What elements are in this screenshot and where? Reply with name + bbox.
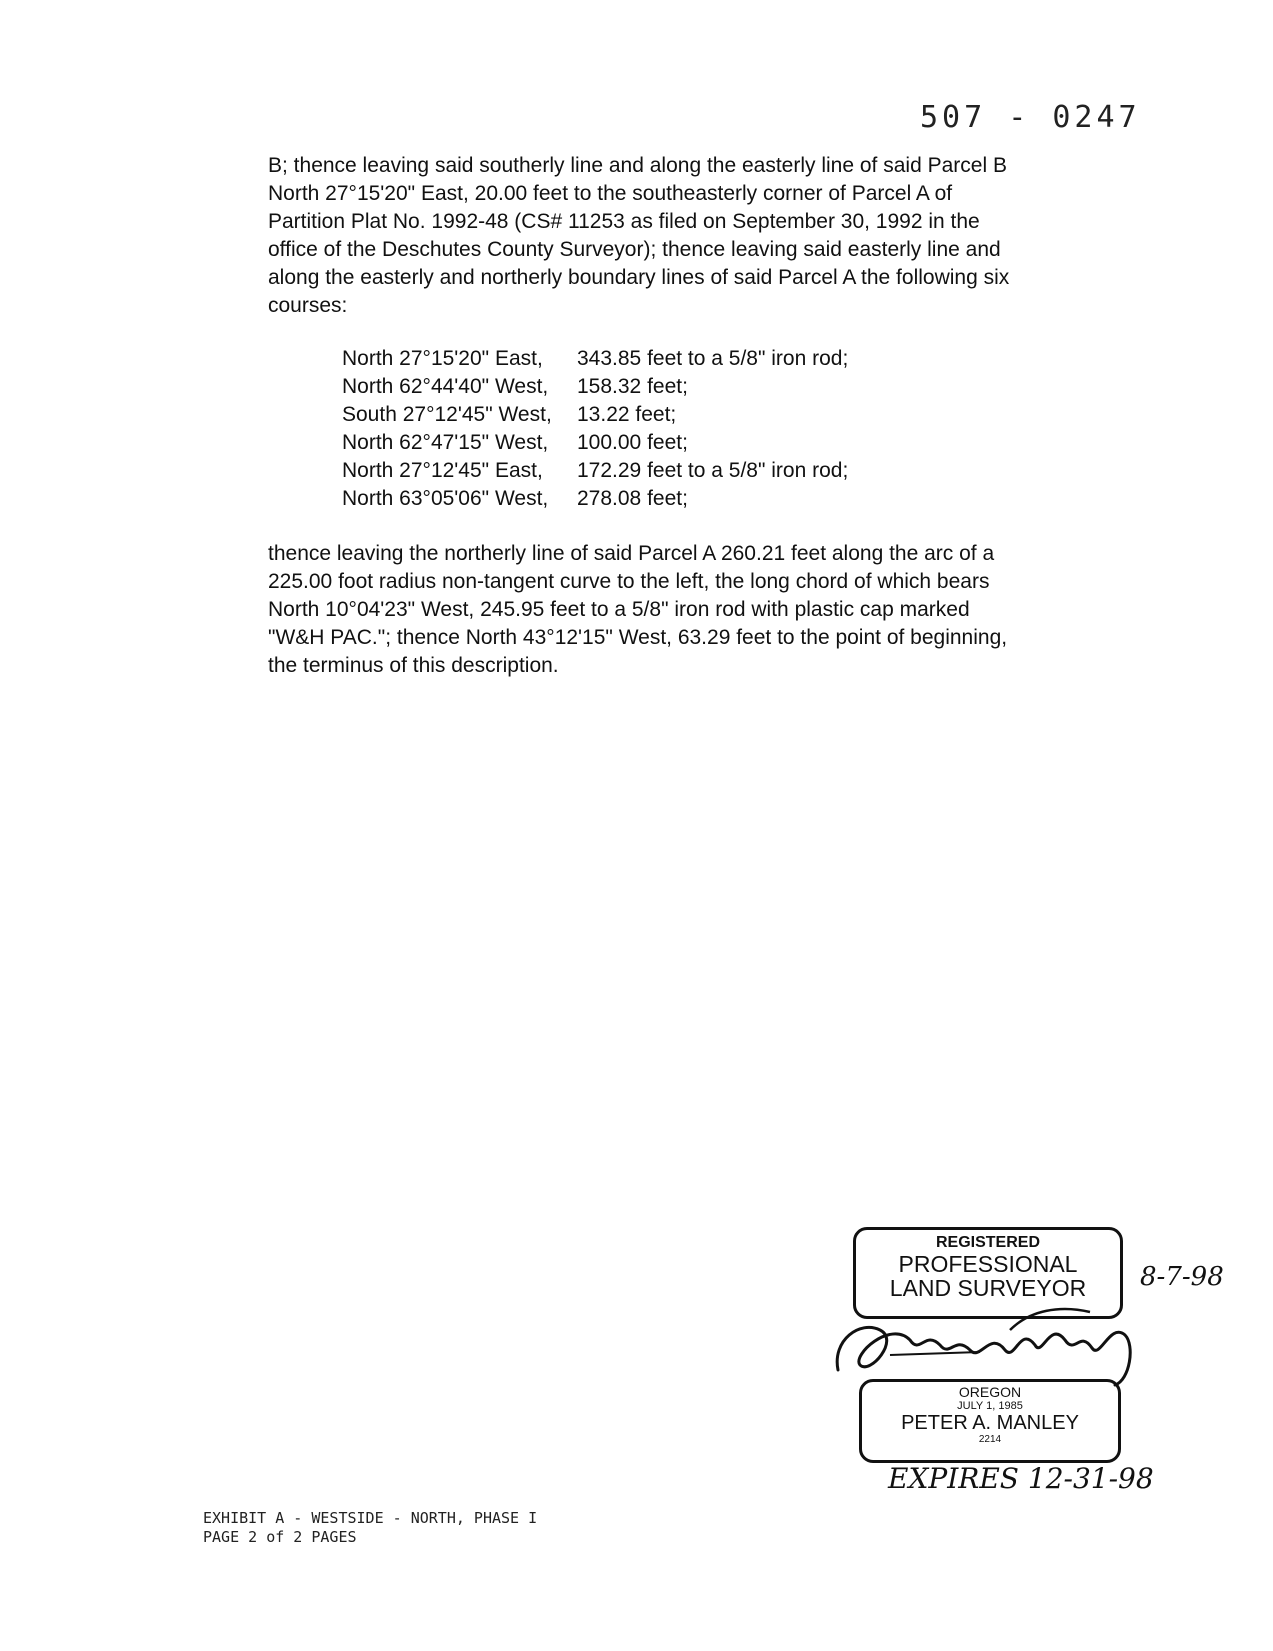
course-item [342, 457, 848, 485]
description-paragraph-2: thence leaving the northerly line of said Parcel A 260.21 feet along the arc of a 225.00 foot radius non-tangent curve to the left, the long chord of which bears North 10°04'23" West, 245.95 feet to a 5/8" iron rod with plastic cap marked "W&H PAC."; thence North 43°12'15" West, 63.29 feet to the point of beginning, the terminus of this description. [268, 542, 1008, 677]
course-item [342, 429, 848, 457]
course-item [342, 373, 848, 401]
stamp-land-surveyor: LAND SURVEYOR [889, 1275, 1087, 1301]
stamp-registered: REGISTERED [935, 1234, 1040, 1251]
stamp-footer-box [859, 1379, 1121, 1463]
course-bearing: South 27°12'45" West, [342, 403, 552, 426]
course-bearing: North 62°44'40" West, [342, 375, 549, 398]
description-paragraph-1: B; thence leaving said southerly line and along the easterly line of said Parcel B North 27°15'20" East, 20.00 feet to the southeasterly corner of Parcel A of Partition Plat No. 1992-48 (CS# 11253 as filed on September 30, 1992 in the office of the Deschutes County Surveyor); thence leaving said easterly line and along the easterly and northerly boundary lines of said Parcel A the following six courses: [268, 154, 1010, 317]
course-item [342, 485, 848, 513]
courses-list [342, 345, 848, 513]
page-footer [203, 1509, 537, 1547]
signature [830, 1300, 1150, 1390]
course-bearing: North 27°15'20" East, [342, 347, 543, 370]
footer-page-line: PAGE 2 of 2 PAGES [203, 1528, 357, 1546]
stamp-state: OREGON [958, 1384, 1022, 1400]
course-distance: 13.22 feet; [577, 403, 677, 426]
course-distance: 278.08 feet; [577, 487, 688, 510]
document-number: 507 - 0247 [920, 100, 1141, 135]
course-bearing: North 62°47'15" West, [342, 431, 549, 454]
stamp-professional: PROFESSIONAL [898, 1251, 1078, 1277]
footer-exhibit-line: EXHIBIT A - WESTSIDE - NORTH, PHASE I [203, 1509, 538, 1527]
course-item [342, 401, 848, 429]
stamp-date: JULY 1, 1985 [957, 1400, 1023, 1412]
stamp-name: PETER A. MANLEY [901, 1412, 1079, 1434]
course-item [342, 345, 848, 373]
course-bearing: North 63°05'06" West, [342, 487, 549, 510]
course-distance: 172.29 feet to a 5/8" iron rod; [577, 459, 849, 482]
signature-date: 8-7-98 [1140, 1262, 1224, 1292]
course-distance: 100.00 feet; [577, 431, 688, 454]
course-distance: 343.85 feet to a 5/8" iron rod; [577, 347, 849, 370]
stamp-expiration: EXPIRES 12-31-98 [888, 1462, 1154, 1495]
course-bearing: North 27°12'45" East, [342, 459, 543, 482]
stamp-number: 2214 [978, 1434, 1002, 1445]
course-distance: 158.32 feet; [577, 375, 688, 398]
